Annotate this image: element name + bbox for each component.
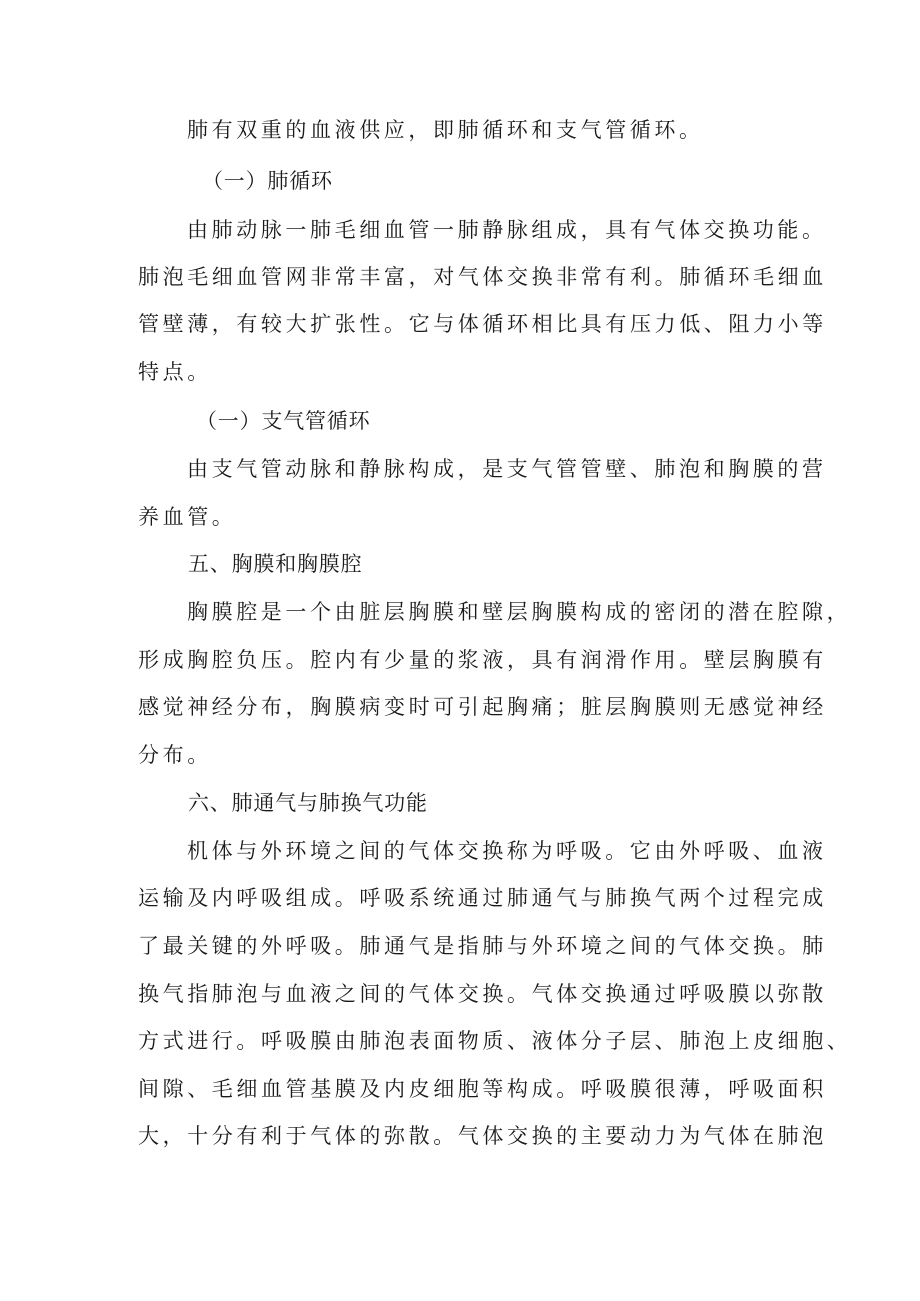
heading-pleura: 五、胸膜和胸膜腔 [188, 552, 363, 576]
paragraph-bronchial-line-2: 养血管。 [138, 505, 237, 529]
paragraph-pleura-line-3: 感觉神经分布，胸膜病变时可引起胸痛；脏层胸膜则无感觉神经 [138, 695, 827, 719]
paragraph-pulmonary-line-1: 由肺动脉一肺毛细血管一肺静脉组成，具有气体交换功能。 [187, 218, 827, 242]
paragraph-pleura-line-2: 形成胸腔负压。腔内有少量的浆液，具有润滑作用。壁层胸膜有 [138, 648, 827, 672]
paragraph-intro-line: 肺有双重的血液供应，即肺循环和支气管循环。 [187, 118, 704, 142]
paragraph-ventilation-line-7: 大，十分有利于气体的弥散。气体交换的主要动力为气体在肺泡 [138, 1124, 827, 1148]
paragraph-pulmonary-line-2: 肺泡毛细血管网非常丰富，对气体交换非常有利。肺循环毛细血 [138, 265, 827, 289]
paragraph-pulmonary-line-4: 特点。 [138, 360, 212, 384]
paragraph-ventilation-line-5: 方式进行。呼吸膜由肺泡表面物质、液体分子层、肺泡上皮细胞、 [138, 1029, 852, 1053]
heading-ventilation: 六、肺通气与肺换气功能 [188, 791, 428, 815]
paragraph-ventilation-line-3: 了最关键的外呼吸。肺通气是指肺与外环境之间的气体交换。肺 [138, 934, 827, 958]
heading-bronchial-circulation: （一）支气管循环 [196, 409, 371, 433]
paragraph-ventilation-line-1: 机体与外环境之间的气体交换称为呼吸。它由外呼吸、血液 [187, 839, 827, 863]
heading-pulmonary-circulation: （一）肺循环 [202, 169, 333, 193]
paragraph-bronchial-line-1: 由支气管动脉和静脉构成，是支气管管壁、肺泡和胸膜的营 [187, 457, 827, 481]
paragraph-pleura-line-1: 胸膜腔是一个由脏层胸膜和壁层胸膜构成的密闭的潜在腔隙， [187, 600, 852, 624]
paragraph-ventilation-line-4: 换气指肺泡与血液之间的气体交换。气体交换通过呼吸膜以弥散 [138, 982, 827, 1006]
paragraph-pulmonary-line-3: 管壁薄，有较大扩张性。它与体循环相比具有压力低、阻力小等 [138, 312, 827, 336]
paragraph-pleura-line-4: 分布。 [138, 743, 212, 767]
paragraph-ventilation-line-6: 间隙、毛细血管基膜及内皮细胞等构成。呼吸膜很薄，呼吸面积 [138, 1077, 827, 1101]
paragraph-ventilation-line-2: 运输及内呼吸组成。呼吸系统通过肺通气与肺换气两个过程完成 [138, 886, 827, 910]
